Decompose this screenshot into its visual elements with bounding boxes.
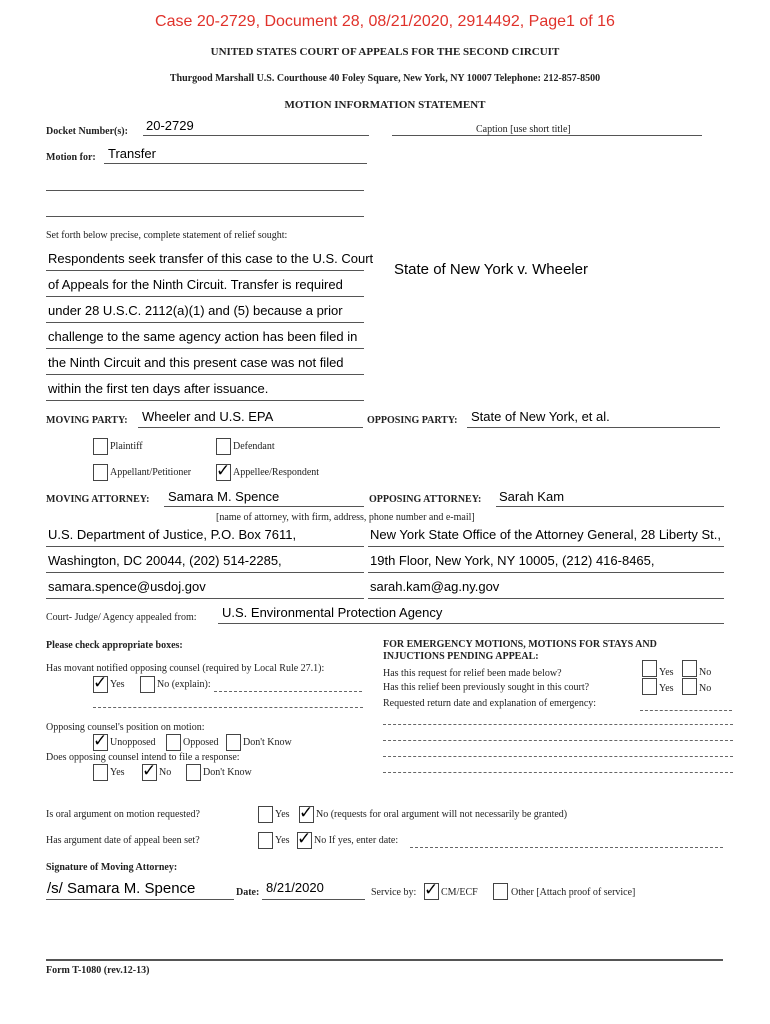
- moving-attorney-name[interactable]: Samara M. Spence: [168, 489, 280, 504]
- opposing-attorney-line[interactable]: sarah.kam@ag.ny.gov: [370, 579, 500, 594]
- q1-no-label: No: [699, 667, 712, 678]
- dont-know-label: Don't Know: [243, 737, 292, 748]
- opposing-attorney-line[interactable]: 19th Floor, New York, NY 10005, (212) 416-8465,: [370, 553, 655, 568]
- signature-label: Signature of Moving Attorney:: [46, 862, 178, 873]
- relief-line[interactable]: Respondents seek transfer of this case to the U.S. Court: [48, 251, 374, 266]
- q1-no-checkbox[interactable]: [682, 660, 697, 677]
- q1-yes-checkbox[interactable]: [642, 660, 657, 677]
- service-label: Service by:: [371, 887, 417, 898]
- moving-attorney-line[interactable]: Washington, DC 20044, (202) 514-2285,: [48, 553, 282, 568]
- appellant-label: Appellant/Petitioner: [110, 467, 192, 478]
- signature-field[interactable]: /s/ Samara M. Spence: [47, 880, 196, 897]
- relief-label: Set forth below precise, complete statement of relief sought:: [46, 230, 288, 241]
- opposed-checkbox[interactable]: [166, 734, 181, 751]
- other-service-label: Other [Attach proof of service]: [511, 887, 636, 898]
- q2-yes-checkbox[interactable]: [642, 678, 657, 695]
- opposing-attorney-line[interactable]: New York State Office of the Attorney General, 28 Liberty St.,: [370, 527, 721, 542]
- date-field[interactable]: 8/21/2020: [266, 880, 324, 895]
- notified-yes-label: Yes: [110, 679, 125, 690]
- oral-no-label: No (requests for oral argument will not necessarily be granted): [316, 809, 568, 820]
- motion-for-field[interactable]: Transfer: [108, 146, 156, 161]
- checkmark-icon: ✓: [93, 673, 108, 693]
- docket-label: Docket Number(s):: [46, 126, 128, 137]
- moving-party-label: MOVING PARTY:: [46, 415, 128, 426]
- checkmark-icon: ✓: [424, 880, 439, 900]
- court-address: Thurgood Marshall U.S. Courthouse 40 Foley Square, New York, NY 10007 Telephone: 212-857-8500: [169, 73, 601, 84]
- caption-hint: Caption [use short title]: [476, 124, 571, 135]
- checkmark-icon: ✓: [299, 803, 314, 823]
- q2-yes-label: Yes: [659, 683, 674, 694]
- arg-date-yes-checkbox[interactable]: [258, 832, 273, 849]
- opposing-party-label: OPPOSING PARTY:: [367, 415, 458, 426]
- intend-dont-know-checkbox[interactable]: [186, 764, 201, 781]
- case-header: Case 20-2729, Document 28, 08/21/2020, 2914492, Page1 of 16: [155, 13, 615, 30]
- q1-yes-label: Yes: [659, 667, 674, 678]
- emergency-heading: FOR EMERGENCY MOTIONS, MOTIONS FOR STAYS AND: [383, 639, 657, 650]
- footer-rule: [46, 959, 723, 961]
- opposing-attorney-name[interactable]: Sarah Kam: [499, 489, 565, 504]
- intend-dont-know-label: Don't Know: [203, 767, 252, 778]
- relief-line[interactable]: under 28 U.S.C. 2112(a)(1) and (5) because a prior: [48, 303, 343, 318]
- opposing-party-field[interactable]: State of New York, et al.: [471, 409, 610, 424]
- plaintiff-checkbox[interactable]: [93, 438, 108, 455]
- cmecf-label: CM/ECF: [441, 887, 478, 898]
- opposing-attorney-label: OPPOSING ATTORNEY:: [369, 494, 482, 505]
- emergency-q2: Has this relief been previously sought in this court?: [383, 682, 590, 693]
- check-boxes-heading: Please check appropriate boxes:: [46, 640, 183, 651]
- position-question: Opposing counsel's position on motion:: [46, 722, 205, 733]
- defendant-checkbox[interactable]: [216, 438, 231, 455]
- form-title: MOTION INFORMATION STATEMENT: [284, 99, 486, 111]
- q2-no-label: No: [699, 683, 712, 694]
- date-label: Date:: [236, 887, 260, 898]
- court-agency-label: Court- Judge/ Agency appealed from:: [46, 612, 197, 623]
- relief-line[interactable]: of Appeals for the Ninth Circuit. Transfer is required: [48, 277, 343, 292]
- notified-no-checkbox[interactable]: [140, 676, 155, 693]
- emergency-heading-2: INJUCTIONS PENDING APPEAL:: [383, 651, 539, 662]
- checkmark-icon: ✓: [93, 731, 108, 751]
- checkmark-icon: ✓: [297, 829, 312, 849]
- notified-question: Has movant notified opposing counsel (required by Local Rule 27.1):: [46, 663, 325, 674]
- moving-attorney-line[interactable]: U.S. Department of Justice, P.O. Box 7611,: [48, 527, 297, 542]
- form-id: Form T-1080 (rev.12-13): [46, 965, 150, 976]
- docket-number-field[interactable]: 20-2729: [146, 118, 194, 133]
- q2-no-checkbox[interactable]: [682, 678, 697, 695]
- plaintiff-label: Plaintiff: [110, 441, 143, 452]
- oral-question: Is oral argument on motion requested?: [46, 809, 200, 820]
- relief-line[interactable]: challenge to the same agency action has been filed in: [48, 329, 358, 344]
- unopposed-label: Unopposed: [110, 737, 156, 748]
- relief-line[interactable]: within the first ten days after issuance.: [48, 381, 269, 396]
- emergency-q1: Has this request for relief been made below?: [383, 668, 562, 679]
- arg-date-yes-label: Yes: [275, 835, 290, 846]
- attorney-hint: [name of attorney, with firm, address, phone number and e-mail]: [216, 512, 475, 523]
- intend-no-label: No: [159, 767, 172, 778]
- appellant-checkbox[interactable]: [93, 464, 108, 481]
- intend-yes-label: Yes: [110, 767, 125, 778]
- opposed-label: Opposed: [183, 737, 219, 748]
- moving-attorney-line[interactable]: samara.spence@usdoj.gov: [48, 579, 206, 594]
- caption-field[interactable]: State of New York v. Wheeler: [394, 261, 588, 278]
- court-agency-field[interactable]: U.S. Environmental Protection Agency: [222, 605, 443, 620]
- intend-question: Does opposing counsel intend to file a response:: [46, 752, 240, 763]
- motion-for-label: Motion for:: [46, 152, 96, 163]
- checkmark-icon: ✓: [142, 761, 157, 781]
- court-name: UNITED STATES COURT OF APPEALS FOR THE SECOND CIRCUIT: [210, 46, 560, 58]
- emergency-q3: Requested return date and explanation of emergency:: [383, 698, 597, 709]
- moving-party-field[interactable]: Wheeler and U.S. EPA: [142, 409, 274, 424]
- relief-line[interactable]: the Ninth Circuit and this present case was not filed: [48, 355, 344, 370]
- checkmark-icon: ✓: [216, 461, 231, 481]
- defendant-label: Defendant: [233, 441, 275, 452]
- intend-yes-checkbox[interactable]: [93, 764, 108, 781]
- arg-date-no-label: No If yes, enter date:: [314, 835, 399, 846]
- other-service-checkbox[interactable]: [493, 883, 508, 900]
- notified-no-label: No (explain):: [157, 679, 211, 690]
- oral-yes-label: Yes: [275, 809, 290, 820]
- oral-yes-checkbox[interactable]: [258, 806, 273, 823]
- arg-date-question: Has argument date of appeal been set?: [46, 835, 200, 846]
- appellee-label: Appellee/Respondent: [233, 467, 320, 478]
- dont-know-checkbox[interactable]: [226, 734, 241, 751]
- moving-attorney-label: MOVING ATTORNEY:: [46, 494, 150, 505]
